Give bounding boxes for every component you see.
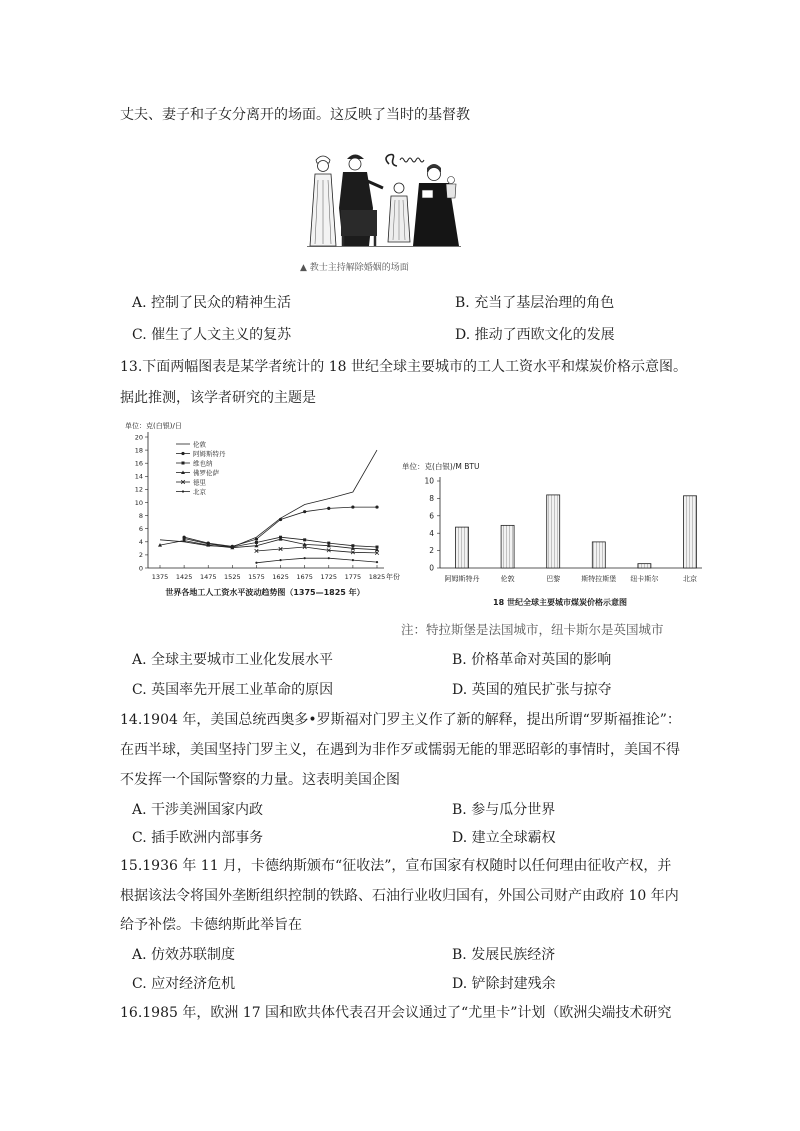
wage-y-tick-label: 8	[138, 511, 143, 520]
q12-option-d: D. 推动了西欧文化的发展	[455, 327, 615, 343]
q12-option-a: A. 控制了民众的精神生活	[132, 295, 292, 311]
wage-y-tick-label: 2	[138, 551, 143, 560]
coal-bar-1	[501, 525, 514, 568]
q14-stem-line-2: 在西半球，美国坚持门罗主义，在遇到为非作歹或懦弱无能的罪恶昭彰的事情时，美国不得	[120, 742, 680, 758]
speech-scroll	[386, 155, 424, 167]
wage-series-5-point-1775	[352, 559, 354, 561]
coal-y-tick-label: 0	[429, 563, 434, 573]
coal-chart-marks	[424, 477, 697, 583]
q15-option-c: C. 应对经济危机	[132, 976, 236, 992]
wage-x-tick-label: 1675	[296, 573, 313, 581]
wage-x-tick-label: 1825	[368, 573, 386, 581]
q15-option-a: A. 仿效苏联制度	[132, 947, 236, 963]
wage-series-1-point-1575	[255, 538, 258, 541]
q13-chart-note: 注：特拉斯堡是法国城市，纽卡斯尔是英国城市	[401, 622, 664, 637]
q13-option-c: C. 英国率先开展工业革命的原因	[132, 682, 334, 698]
q12-option-c: C. 催生了人文主义的复苏	[132, 327, 292, 343]
wage-series-1-point-1825	[375, 505, 378, 508]
wage-y-tick-label: 10	[134, 498, 143, 507]
q12-option-b: B. 充当了基层治理的角色	[455, 295, 615, 311]
coal-bar-2	[547, 495, 560, 568]
q12-figure	[303, 150, 463, 250]
wage-x-tick-label: 1475	[199, 573, 217, 581]
coal-category-label-0: 阿姆斯特丹	[444, 575, 480, 583]
wage-x-axis-label: 年份	[386, 573, 400, 581]
q15-stem-line-1: 15.1936 年 11 月，卡德纳斯颁布“征收法”，宣布国家有权随时以任何理由征收产权，并	[120, 858, 672, 874]
coal-chart-unit: 单位：克(白银)/M BTU	[402, 462, 480, 471]
wage-series-line-4	[256, 547, 377, 553]
scroll-lettering	[400, 158, 424, 162]
scroll-initial-letter	[386, 155, 397, 167]
wage-series-1-point-1625	[279, 518, 282, 521]
q13-stem-line-2: 据此推测，该学者研究的主题是	[120, 390, 316, 406]
q16-stem-line-1: 16.1985 年，欧洲 17 国和欧共体代表召开会议通过了“尤里卡”计划（欧洲尖端技术研究	[120, 1005, 672, 1021]
wage-x-tick-label: 1425	[175, 573, 193, 581]
coal-y-tick-label: 8	[429, 494, 434, 503]
q15-stem-line-3: 给予补偿。卡德纳斯此举旨在	[120, 917, 302, 933]
coal-bar-0	[456, 527, 469, 568]
wage-y-tick-label: 14	[134, 472, 143, 481]
illustration-divorce-scene	[303, 150, 463, 250]
q13-option-b: B. 价格革命对英国的影响	[452, 652, 612, 668]
wage-y-tick-label: 0	[138, 564, 143, 573]
wage-chart-unit: 单位：克(白银)/日	[125, 422, 182, 430]
coal-price-chart	[398, 455, 704, 615]
wage-y-tick-label: 20	[134, 433, 143, 442]
coal-y-tick-label: 6	[429, 511, 434, 521]
figure-child	[388, 183, 410, 242]
q13-option-a: A. 全球主要城市工业化发展水平	[132, 652, 334, 668]
priest-head	[428, 168, 441, 181]
coal-bar-4	[638, 564, 651, 568]
coal-category-label-3: 斯特拉斯堡	[581, 575, 617, 583]
wage-y-tick-label: 4	[138, 538, 143, 547]
coal-category-label-2: 巴黎	[546, 575, 561, 583]
infant-head	[448, 177, 455, 184]
coal-chart-svg	[398, 455, 704, 615]
bench-body	[341, 210, 377, 236]
wage-y-tick-label: 16	[134, 459, 143, 468]
wage-series-2-point-1675	[303, 538, 306, 541]
wage-x-tick-label: 1775	[344, 573, 362, 581]
q14-option-a: A. 干涉美洲国家内政	[132, 802, 264, 818]
q12-figure-caption: ▲ 教士主持解除婚姻的场面	[300, 263, 409, 273]
figure-priest	[413, 164, 459, 246]
wage-series-line-5	[256, 558, 377, 563]
coal-y-tick-label: 2	[429, 546, 434, 556]
q15-option-b: B. 发展民族经济	[452, 947, 556, 963]
q12-stem-tail: 丈夫、妻子和子女分离开的场面。这反映了当时的基督教	[120, 107, 470, 123]
wage-chart-svg	[118, 418, 408, 608]
legend-label-5: 北京	[193, 487, 206, 496]
legend-label-3: 佛罗伦萨	[193, 468, 219, 477]
wage-chart-title: 世界各地工人工资水平波动趋势图（1375—1825 年）	[165, 588, 365, 597]
wage-series-2-point-1575	[255, 541, 258, 544]
wage-series-5-point-1825	[376, 561, 378, 563]
wage-y-tick-label: 6	[138, 525, 143, 533]
q14-option-d: D. 建立全球霸权	[452, 830, 556, 846]
wage-series-5-point-1725	[328, 557, 330, 559]
wage-series-1-point-1725	[327, 507, 330, 510]
q14-stem-line-3: 不发挥一个国际警察的力量。这表明美国企图	[120, 772, 400, 788]
child-head	[394, 183, 404, 193]
legend-marker-1	[181, 452, 184, 455]
coal-bar-5	[684, 496, 697, 568]
coal-category-label-4: 纽卡斯尔	[630, 575, 659, 583]
figure-wife	[310, 156, 336, 246]
legend-label-2: 维也纳	[193, 459, 213, 468]
legend-marker-2	[182, 462, 185, 465]
coal-y-tick-label: 10	[424, 476, 434, 486]
q13-stem-line-1: 13.下面两幅图表是某学者统计的 18 世纪全球主要城市的工人工资水平和煤炭价格示意图。	[120, 359, 687, 375]
wage-chart	[118, 418, 408, 608]
coal-bar-3	[592, 542, 605, 568]
wife-head	[318, 161, 329, 172]
wage-series-5-point-1575	[255, 562, 257, 564]
wage-x-tick-label: 1625	[272, 573, 289, 581]
q15-option-d: D. 铲除封建残余	[452, 976, 556, 992]
q15-stem-line-2: 根据该法令将国外垄断组织控制的铁路、石油行业收归国有，外国公司财产由政府 10 年内	[120, 888, 679, 904]
legend-label-0: 伦敦	[193, 440, 206, 449]
coal-category-label-1: 伦敦	[500, 575, 515, 583]
coal-category-label-5: 北京	[683, 575, 697, 583]
wage-series-5-point-1625	[279, 559, 281, 561]
q14-option-b: B. 参与瓜分世界	[452, 802, 556, 818]
coal-y-tick-label: 4	[429, 528, 434, 538]
legend-marker-5	[182, 490, 184, 492]
priest-book	[422, 190, 433, 198]
infant-body	[446, 184, 456, 198]
wage-series-1-point-1675	[303, 510, 306, 513]
q14-stem-line-1: 14.1904 年，美国总统西奥多•罗斯福对门罗主义作了新的解释，提出所谓“罗斯福推论”：	[120, 712, 681, 728]
wage-chart-marks	[135, 433, 386, 581]
wage-series-1-point-1775	[351, 505, 354, 508]
q13-option-d: D. 英国的殖民扩张与掠夺	[452, 682, 612, 698]
husband-head	[349, 158, 361, 170]
wage-y-tick-label: 12	[134, 485, 143, 494]
coal-chart-title: 18 世纪全球主要城市煤炭价格示意图	[493, 598, 627, 607]
wage-x-tick-label: 1375	[151, 573, 169, 581]
wage-x-tick-label: 1725	[320, 573, 338, 581]
wage-y-tick-label: 18	[134, 446, 143, 455]
legend-label-1: 阿姆斯特丹	[193, 449, 226, 458]
wage-series-5-point-1675	[304, 557, 306, 559]
wage-x-tick-label: 1525	[224, 573, 241, 581]
wage-x-tick-label: 1575	[248, 573, 265, 581]
q14-option-c: C. 插手欧洲内部事务	[132, 830, 264, 846]
legend-label-4: 德里	[193, 478, 206, 487]
